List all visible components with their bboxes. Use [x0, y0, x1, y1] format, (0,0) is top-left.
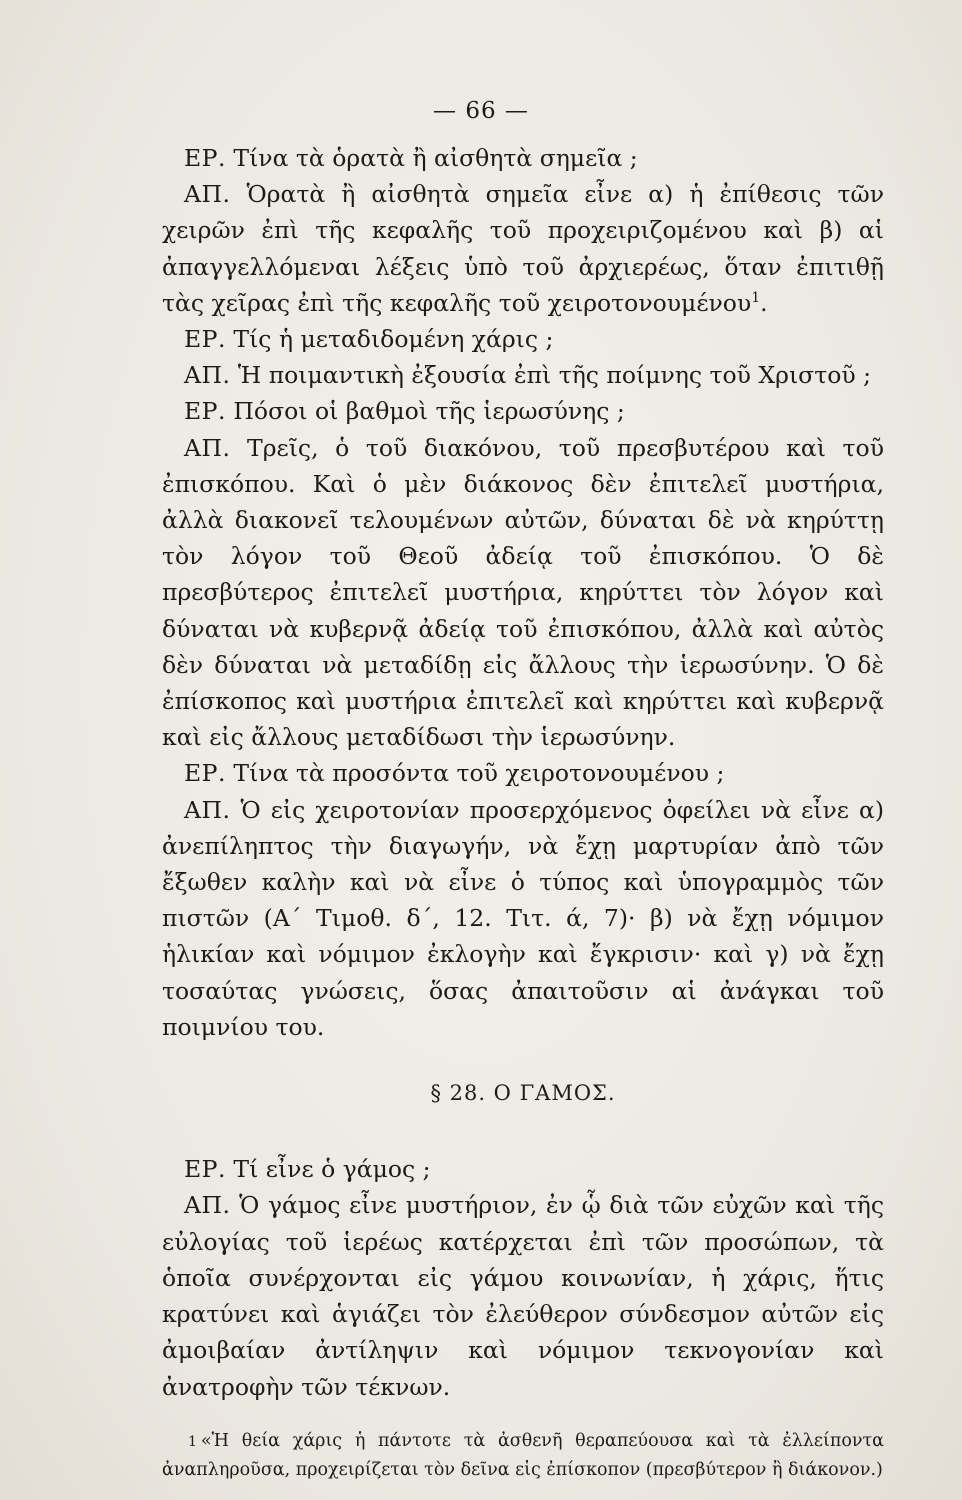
- paragraph-text: Ὁρατὰ ἢ αἰσθητὰ σημεῖα εἶνε α) ἡ ἐπίθεσις τῶν χειρῶν ἐπὶ τῆς κεφαλῆς τοῦ προχειριζομένου καὶ β) αἱ ἀπαγγελλόμεναι λέξεις ὑπὸ τοῦ ἀρχιερέως, ὅταν ἐπιτιθῇ τὰς χεῖρας ἐπὶ τῆς κεφαλῆς τοῦ χειροτονουμένου: [162, 180, 884, 317]
- speaker-label: ΑΠ.: [184, 180, 231, 209]
- paragraph-answer: [162, 1187, 884, 1404]
- speaker-label: ΕΡ.: [184, 144, 226, 172]
- paragraph-question: [162, 755, 884, 791]
- paragraph-text: Ἡ ποιμαντικὴ ἐξουσία ἐπὶ τῆς ποίμνης τοῦ Χριστοῦ ;: [237, 361, 872, 390]
- paragraph-question: [162, 321, 884, 357]
- footnote-text: «Ἡ θεία χάρις ἡ πάντοτε τὰ ἀσθενῆ θεραπεύουσα καὶ τὰ ἐλλείποντα ἀναπληροῦσα, προχειρίζεται τὸν δεῖνα εἰς ἐπίσκοπον (πρεσβύτερον ἢ διάκονον.): [162, 1430, 884, 1480]
- paragraph-answer: [162, 430, 884, 756]
- paragraph-text: Τί εἶνε ὁ γάμος ;: [233, 1155, 431, 1184]
- paragraph-answer: [162, 176, 884, 321]
- page-number: — 66 —: [433, 98, 529, 124]
- section-heading: § 28. Ο ΓΑΜΟΣ.: [430, 1081, 616, 1106]
- paragraph-answer: [162, 357, 884, 393]
- speaker-label: ΕΡ.: [184, 759, 226, 788]
- paragraph-text: Ὁ γάμος εἶνε μυστήριον, ἐν ᾧ διὰ τῶν εὐχῶν καὶ τῆς εὐλογίας τοῦ ἱερέως κατέρχεται ἐπὶ τῶν προσώπων, τὰ ὁποῖα συνέρχονται εἰς γάμου κοινωνίαν, ἡ χάρις, ἥτις κρατύνει καὶ ἁγιάζει τὸν ἐλεύθερον σύνδεσμον αὐτῶν εἰς ἀμοιβαίαν ἀντίληψιν καὶ νόμιμον τεκνογονίαν καὶ ἀνατροφὴν τῶν τέκνων.: [162, 1191, 884, 1401]
- paragraph-text: Ὁ εἰς χειροτονίαν προσερχόμενος ὀφείλει νὰ εἶνε α) ἀνεπίληπτος τὴν διαγωγήν, νὰ ἔχῃ μαρτυρίαν ἀπὸ τῶν ἔξωθεν καλὴν καὶ νὰ εἶνε ὁ τύπος καὶ ὑπογραμμὸς τῶν πιστῶν (Α΄ Τιμοθ. δ΄, 12. Τιτ. ά, 7)· β) νὰ ἔχῃ νόμιμον ἡλικίαν καὶ νόμιμον ἐκλογὴν καὶ ἔγκρισιν· καὶ γ) νὰ ἔχῃ τοσαύτας γνώσεις, ὅσας ἀπαιτοῦσιν αἱ ἀνάγκαι τοῦ ποιμνίου του.: [162, 795, 884, 1041]
- footnote: [162, 1427, 884, 1484]
- speaker-label: ΕΡ.: [184, 1155, 226, 1184]
- paragraph-text: Πόσοι οἱ βαθμοὶ τῆς ἱερωσύνης ;: [233, 397, 625, 426]
- paragraph-question: [162, 393, 884, 429]
- footnote-number: 1: [188, 1433, 197, 1450]
- speaker-label: ΑΠ.: [184, 361, 231, 390]
- page-body: [162, 140, 884, 1484]
- paragraph-answer: [162, 792, 884, 1045]
- paragraph-question: [162, 140, 884, 176]
- paragraph-tail: .: [760, 288, 768, 317]
- paragraph-text: Τίνα τὰ προσόντα τοῦ χειροτονουμένου ;: [233, 759, 725, 788]
- paragraph-text: Τρεῖς, ὁ τοῦ διακόνου, τοῦ πρεσβυτέρου καὶ τοῦ ἐπισκόπου. Καὶ ὁ μὲν διάκονος δὲν ἐπιτελεῖ μυστήρια, ἀλλὰ διακονεῖ τελουμένων αὐτῶν, δύναται δὲ νὰ κηρύττῃ τὸν λόγον τοῦ Θεοῦ ἀδείᾳ τοῦ ἐπισκόπου. Ὁ δὲ πρεσβύτερος ἐπιτελεῖ μυστήρια, κηρύττει τὸν λόγον καὶ δύναται νὰ κυβερνᾷ ἀδείᾳ τοῦ ἐπισκόπου, ἀλλὰ καὶ αὐτὸς δὲν δύναται νὰ μεταδίδῃ εἰς ἄλλους τὴν ἱερωσύνην. Ὁ δὲ ἐπίσκοπος καὶ μυστήρια ἐπιτελεῖ καὶ κηρύττει καὶ κυβερνᾷ καὶ εἰς ἄλλους μεταδίδωσι τὴν ἱερωσύνην.: [162, 433, 884, 752]
- paragraph-text: Τίνα τὰ ὁρατὰ ἢ αἰσθητὰ σημεῖα ;: [233, 144, 638, 172]
- speaker-label: ΑΠ.: [184, 1191, 231, 1220]
- speaker-label: ΕΡ.: [184, 397, 226, 426]
- speaker-label: ΑΠ.: [184, 795, 231, 824]
- paragraph-text: Τίς ἡ μεταδιδομένη χάρις ;: [233, 325, 554, 354]
- speaker-label: ΑΠ.: [184, 433, 231, 462]
- speaker-label: ΕΡ.: [184, 325, 226, 354]
- footnote-reference: 1: [751, 289, 761, 306]
- paragraph-question: [162, 1151, 884, 1187]
